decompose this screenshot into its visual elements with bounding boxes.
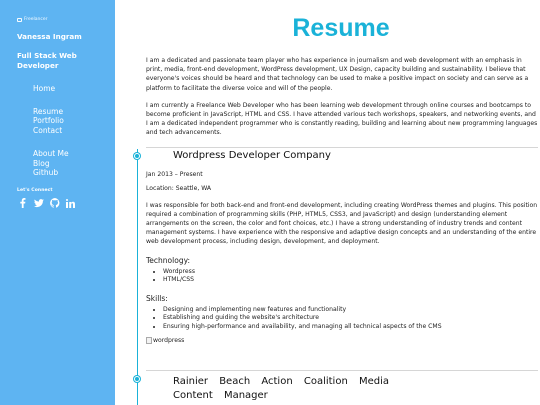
main-content xyxy=(146,0,536,405)
nav-group-work xyxy=(33,107,115,136)
nav-item-blog[interactable]: Blog xyxy=(33,158,50,168)
linkedin-icon[interactable] xyxy=(65,198,76,209)
list-item: • Designing and implementing new features and functionality xyxy=(163,306,538,314)
owner-role: Full Stack Web Developer xyxy=(17,51,77,70)
job-location: Location: Seattle, WA xyxy=(146,185,212,193)
job-description: I was responsible for both back-end and front-end development, including creating WordPress themes and plugins. This position required a combination of programming skills (PHP, HTML5, CSS3, and JavaScript) and design (understanding element arrangements on the screen, the color and font choices, etc.) I have a strong understanding of industry trends and content management systems. I have experience with the responsive and adaptive design concepts and an understanding of the entire web development process, including design, development, and deployment. xyxy=(146,201,538,246)
sidebar xyxy=(0,0,115,405)
job-dates: Jan 2013 – Present xyxy=(146,171,203,179)
nav-item-contact[interactable]: Contact xyxy=(33,126,63,136)
twitter-icon[interactable] xyxy=(33,198,44,209)
nav-item-resume[interactable]: Resume xyxy=(33,106,64,116)
timeline-dot xyxy=(134,153,140,159)
nav-item-home[interactable]: Home xyxy=(33,84,56,93)
timeline-line xyxy=(137,149,138,405)
owner-name: Vanessa Ingram xyxy=(17,32,82,41)
image-alt-text: wordpress xyxy=(153,337,185,345)
timeline-dot xyxy=(134,376,140,382)
list-item: • Wordpress xyxy=(163,268,538,276)
github-icon[interactable] xyxy=(49,198,60,209)
intro-section xyxy=(146,56,538,138)
social-links xyxy=(17,198,115,209)
nav-item-github[interactable]: Github xyxy=(33,168,59,178)
nav-item-about-me[interactable]: About Me xyxy=(33,148,69,158)
connect-label: Let's Connect xyxy=(17,187,53,193)
job-title: Wordpress Developer Company xyxy=(173,150,331,161)
page-title: Resume xyxy=(292,14,390,42)
technology-heading: Technology: xyxy=(146,255,190,265)
list-item: • Ensuring high-performance and availability, and managing all technical aspects of the CMS xyxy=(163,323,538,331)
skills-heading: Skills: xyxy=(146,293,168,303)
job-title: Rainier Beach Action Coalition Media Content Manager xyxy=(173,376,389,401)
facebook-icon[interactable] xyxy=(17,198,28,209)
intro-paragraph: I am currently a Freelance Web Developer who has been learning web development through online courses and bootcamps to become proficient in JavaScript, HTML and CSS. I have attended various tech workshops, speakers, and networking events, and I am a dedicated independent programmer who is constantly reading, building and learning about new programming languages and tech advancements. xyxy=(146,101,538,137)
technology-list xyxy=(163,268,538,285)
nav-item-portfolio[interactable]: Portfolio xyxy=(33,116,64,126)
intro-paragraph: I am a dedicated and passionate team player who has experience in journalism and web development with an emphasis in print, media, front-end development, WordPress development, UX Design, capacity building and sustainability. I believe that everyone's voices should be heard and that technology can be used to make a positive impact on society and can serve as a platform to facilitate the diverse voice and will of the people. xyxy=(146,57,529,92)
skills-list xyxy=(163,306,538,331)
sidebar-nav xyxy=(33,84,115,178)
list-item: • Establishing and guiding the website's architecture xyxy=(163,314,538,322)
broken-image-icon xyxy=(146,337,152,344)
nav-group-home xyxy=(33,84,115,94)
broken-image xyxy=(146,336,538,345)
brand-label: Freelancer xyxy=(24,17,48,22)
brand-icon xyxy=(17,18,22,22)
job-entry xyxy=(146,151,538,345)
nav-group-about xyxy=(33,149,115,178)
brand-logo[interactable] xyxy=(17,17,115,22)
list-item: • HTML/CSS xyxy=(163,276,538,284)
